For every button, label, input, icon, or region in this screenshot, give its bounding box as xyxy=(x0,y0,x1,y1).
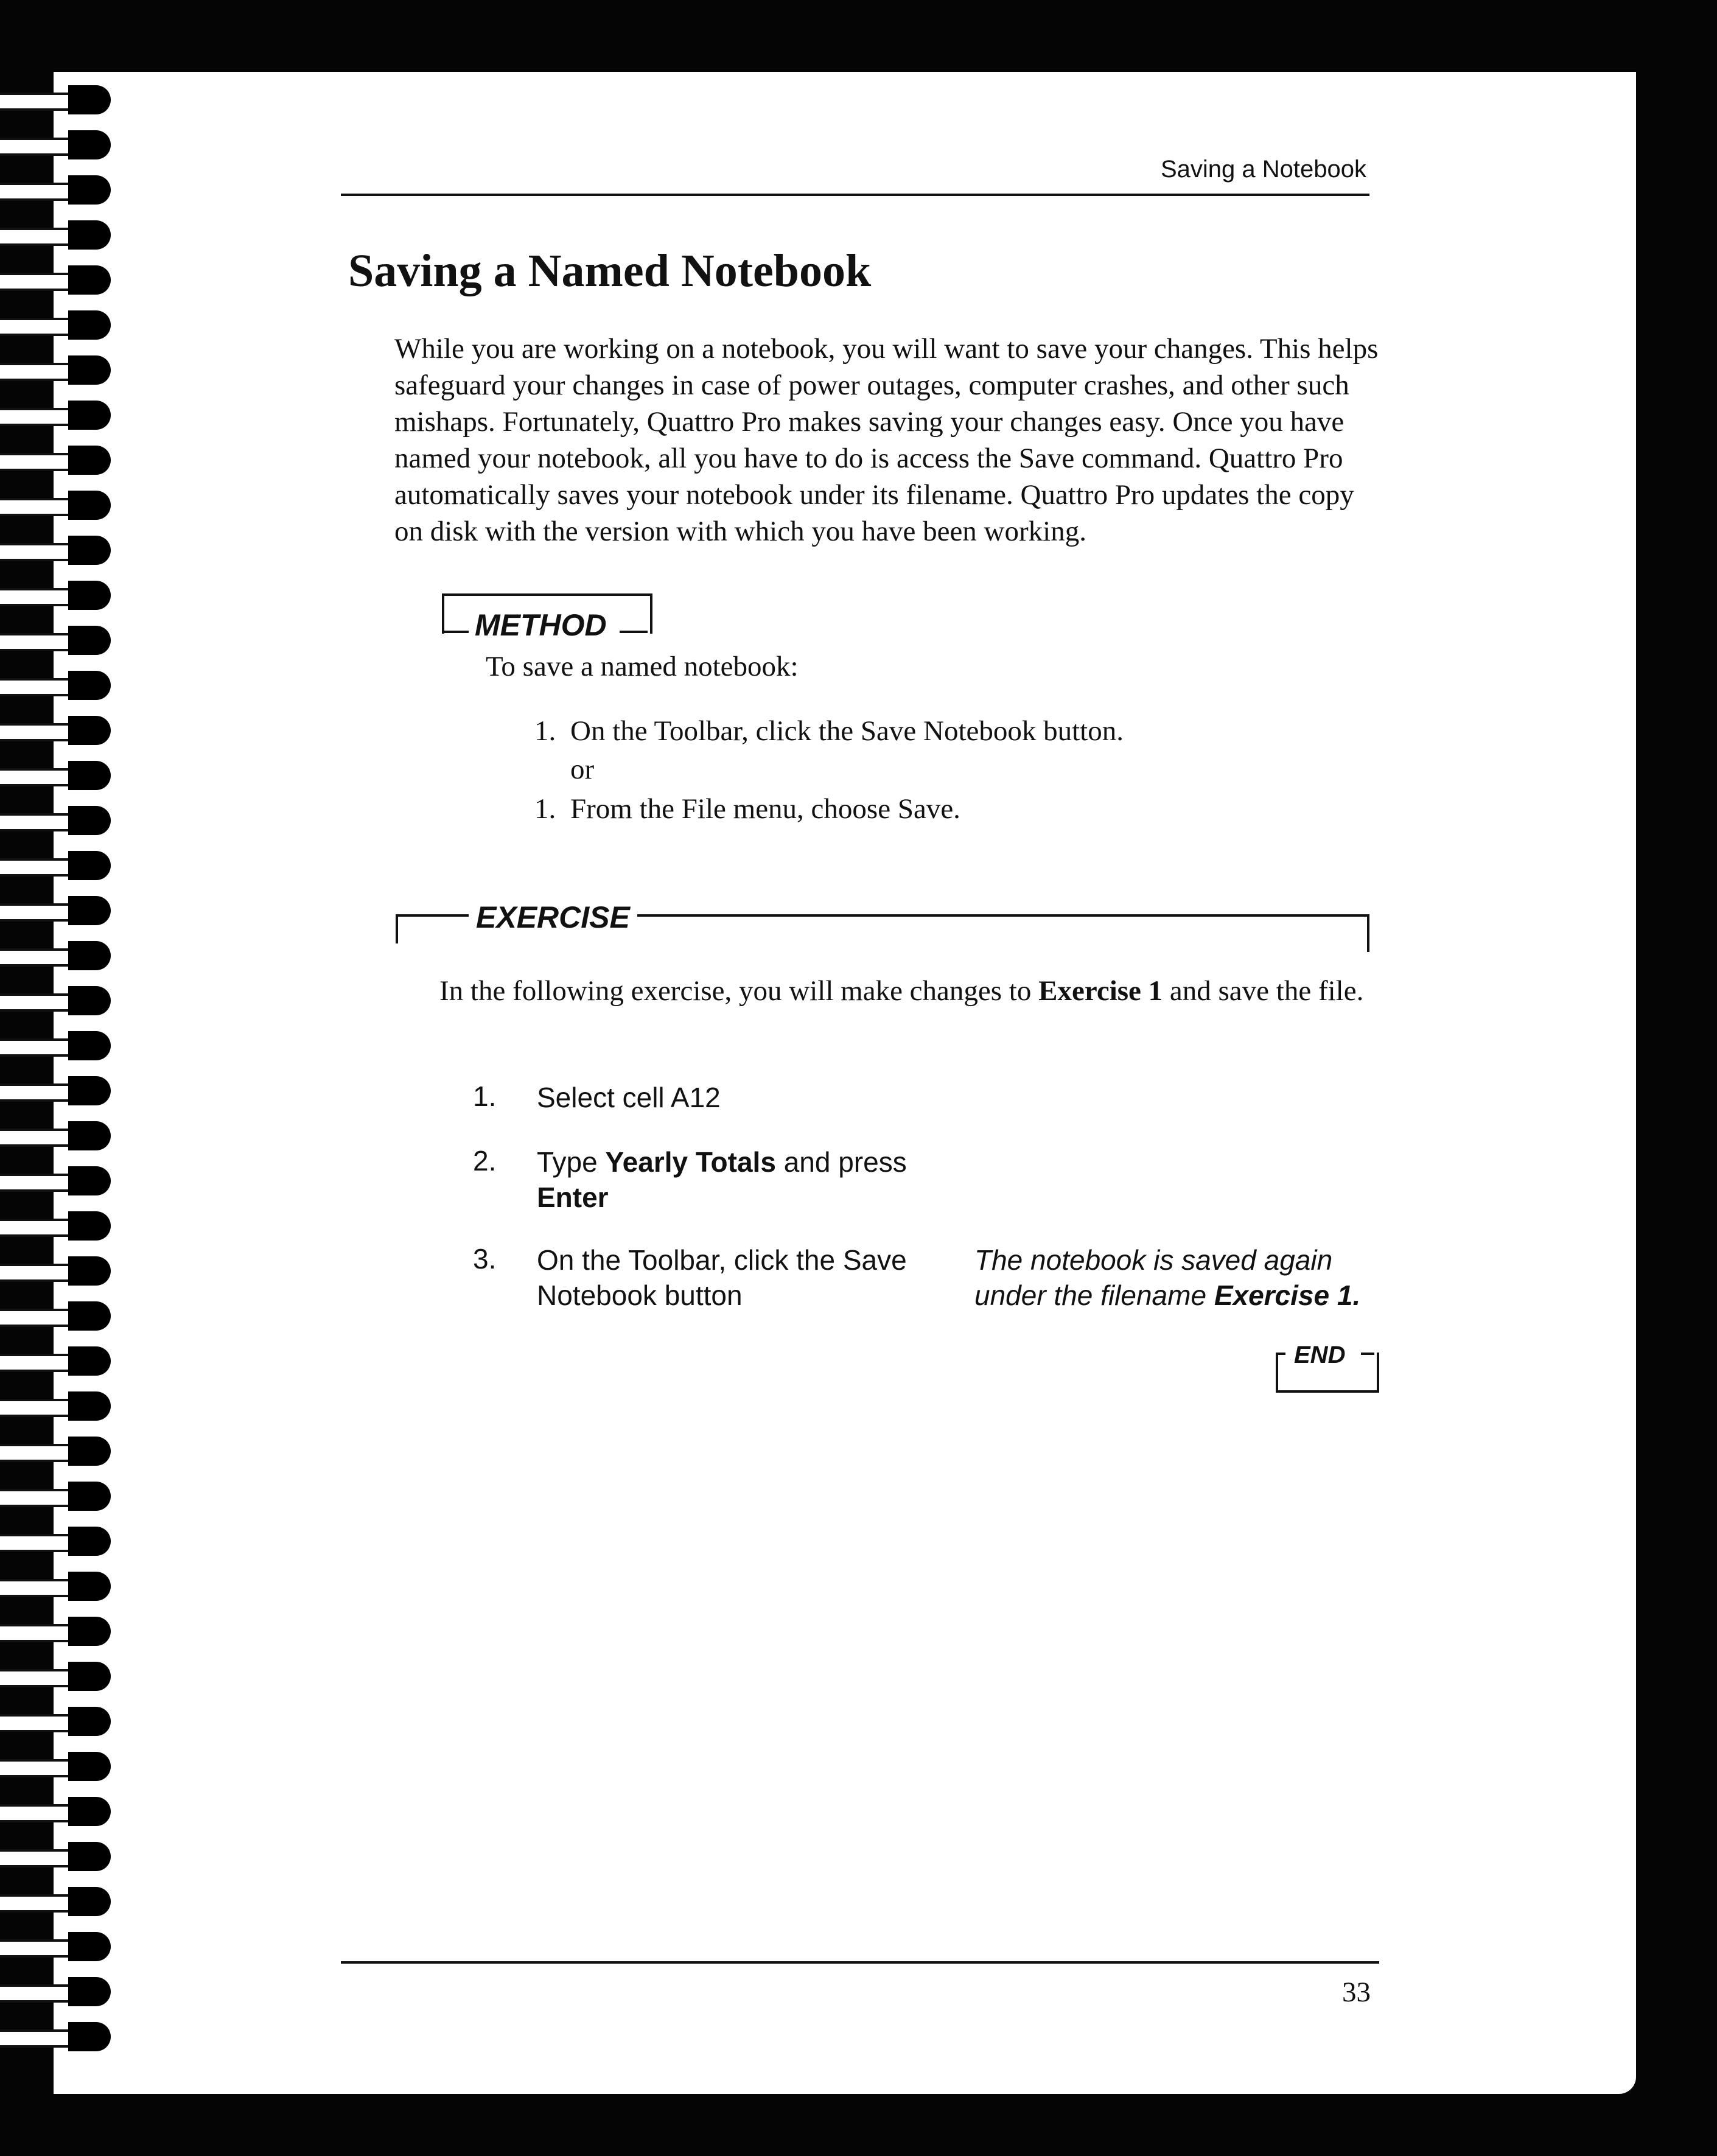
binding-ring xyxy=(0,1527,114,1556)
footer-rule xyxy=(341,1961,1379,1964)
binding-loop xyxy=(68,1887,111,1916)
binding-loop xyxy=(68,1031,111,1060)
binding-ring xyxy=(0,1842,114,1871)
binding-ring xyxy=(0,1166,114,1195)
binding-ring xyxy=(0,716,114,745)
binding-ring xyxy=(0,851,114,880)
binding-loop xyxy=(68,1752,111,1781)
binding-loop xyxy=(68,716,111,745)
binding-loop xyxy=(68,1391,111,1421)
binding-loop xyxy=(68,1482,111,1511)
binding-loop xyxy=(68,671,111,700)
exercise-frame-side xyxy=(1367,914,1369,952)
binding-ring xyxy=(0,1932,114,1961)
binding-ring xyxy=(0,1301,114,1331)
method-lead: To save a named notebook: xyxy=(486,651,799,682)
end-frame-line xyxy=(1276,1353,1285,1355)
exercise-step-text xyxy=(537,1080,951,1115)
binding-loop xyxy=(68,1617,111,1646)
method-step-text: From the File menu, choose Save. xyxy=(570,793,960,825)
binding-loop xyxy=(68,1076,111,1105)
binding-loop xyxy=(68,1932,111,1961)
step-bold: Yearly Totals xyxy=(605,1146,776,1178)
binding-loop xyxy=(68,2022,111,2051)
binding-loop xyxy=(68,626,111,655)
note-text: The notebook is saved again under the filename xyxy=(974,1244,1333,1311)
binding-loop xyxy=(68,1572,111,1601)
binding-ring xyxy=(0,1977,114,2006)
binding-ring xyxy=(0,130,114,159)
binding-ring xyxy=(0,1211,114,1241)
binding-ring xyxy=(0,446,114,475)
binding-loop xyxy=(68,941,111,970)
binding-ring xyxy=(0,1707,114,1736)
binding-loop xyxy=(68,265,111,295)
binding-ring xyxy=(0,806,114,835)
exercise-label: EXERCISE xyxy=(469,900,637,935)
method-label: METHOD xyxy=(469,607,613,643)
page-number: 33 xyxy=(1342,1976,1371,2008)
binding-ring xyxy=(0,761,114,790)
binding-ring xyxy=(0,896,114,925)
binding-ring xyxy=(0,310,114,340)
binding-ring xyxy=(0,626,114,655)
binding-loop xyxy=(68,1527,111,1556)
binding-loop xyxy=(68,1437,111,1466)
exercise-step-number: 3. xyxy=(473,1243,497,1275)
end-label: END xyxy=(1294,1342,1346,1368)
end-frame-line xyxy=(1361,1353,1374,1355)
binding-ring xyxy=(0,220,114,250)
binding-ring xyxy=(0,1121,114,1150)
exercise-frame-side xyxy=(396,914,398,943)
exercise-step-text xyxy=(537,1144,951,1215)
binding-loop xyxy=(68,761,111,790)
binding-loop xyxy=(68,1256,111,1286)
binding-loop xyxy=(68,491,111,520)
exercise-intro-text: In the following exercise, you will make changes to xyxy=(439,975,1039,1007)
exercise-intro-bold: Exercise 1 xyxy=(1038,975,1163,1007)
binding-ring xyxy=(0,265,114,295)
note-bold: Exercise 1. xyxy=(1214,1279,1361,1311)
binding-ring xyxy=(0,1572,114,1601)
exercise-step-number: 2. xyxy=(473,1145,497,1177)
binding-loop xyxy=(68,1211,111,1241)
binding-loop xyxy=(68,581,111,610)
binding-loop xyxy=(68,355,111,385)
binding-ring xyxy=(0,1076,114,1105)
method-frame-line xyxy=(442,631,469,633)
binding-ring xyxy=(0,536,114,565)
binding-loop xyxy=(68,446,111,475)
binding-loop xyxy=(68,1346,111,1376)
step-text: and press xyxy=(775,1146,907,1178)
binding-ring xyxy=(0,671,114,700)
intro-paragraph: While you are working on a notebook, you will want to save your changes. This helps safeguard your changes in case of power outages, computer crashes, and other such mishaps. Fortunately, Quattro Pro makes saving your changes easy. Once you have named your notebook, all you have to do is access the Save command. Quattro Pro automatically saves your notebook under its filename. Quattro Pro updates the copy on disk with the version with which you have been working. xyxy=(394,333,1379,547)
binding-ring xyxy=(0,401,114,430)
binding-loop xyxy=(68,1842,111,1871)
step-text: Select cell A12 xyxy=(537,1082,721,1113)
binding-ring xyxy=(0,2022,114,2051)
binding-ring xyxy=(0,1887,114,1916)
header-rule xyxy=(341,194,1369,196)
method-step-text: On the Toolbar, click the Save Notebook button. xyxy=(570,715,1124,747)
step-text: On the Toolbar, click the Save Notebook button xyxy=(537,1244,907,1311)
binding-loop xyxy=(68,310,111,340)
binding-loop xyxy=(68,1797,111,1826)
binding-loop xyxy=(68,986,111,1015)
binding-loop xyxy=(68,1121,111,1150)
binding-ring xyxy=(0,941,114,970)
binding-loop xyxy=(68,1977,111,2006)
method-step-or: or xyxy=(570,754,595,785)
binding-loop xyxy=(68,175,111,205)
binding-loop xyxy=(68,1166,111,1195)
step-text: Type xyxy=(537,1146,606,1178)
binding-ring xyxy=(0,986,114,1015)
binding-loop xyxy=(68,401,111,430)
binding-loop xyxy=(68,1707,111,1736)
binding-ring xyxy=(0,85,114,114)
binding-ring xyxy=(0,175,114,205)
binding-ring xyxy=(0,1797,114,1826)
binding-loop xyxy=(68,896,111,925)
spiral-binding xyxy=(0,85,122,2070)
binding-ring xyxy=(0,1662,114,1691)
binding-ring xyxy=(0,491,114,520)
binding-ring xyxy=(0,1617,114,1646)
binding-loop xyxy=(68,1662,111,1691)
exercise-step-text xyxy=(537,1242,939,1313)
binding-ring xyxy=(0,1031,114,1060)
binding-ring xyxy=(0,1752,114,1781)
binding-ring xyxy=(0,1391,114,1421)
method-frame-line xyxy=(620,631,648,633)
binding-ring xyxy=(0,1256,114,1286)
binding-loop xyxy=(68,85,111,114)
binding-ring xyxy=(0,581,114,610)
binding-loop xyxy=(68,851,111,880)
step-bold: Enter xyxy=(537,1181,609,1213)
binding-loop xyxy=(68,220,111,250)
exercise-step-number: 1. xyxy=(473,1080,497,1112)
binding-ring xyxy=(0,1346,114,1376)
running-header: Saving a Notebook xyxy=(1160,156,1366,183)
method-step-number: 1. xyxy=(534,793,556,825)
binding-ring xyxy=(0,1482,114,1511)
binding-loop xyxy=(68,130,111,159)
binding-ring xyxy=(0,1437,114,1466)
exercise-intro-text: and save the file. xyxy=(1163,975,1364,1007)
exercise-step-note xyxy=(974,1242,1401,1313)
binding-loop xyxy=(68,806,111,835)
binding-loop xyxy=(68,1301,111,1331)
binding-ring xyxy=(0,355,114,385)
section-title: Saving a Named Notebook xyxy=(348,245,872,296)
binding-loop xyxy=(68,536,111,565)
exercise-intro xyxy=(439,973,1365,1009)
method-step-number: 1. xyxy=(534,715,556,747)
